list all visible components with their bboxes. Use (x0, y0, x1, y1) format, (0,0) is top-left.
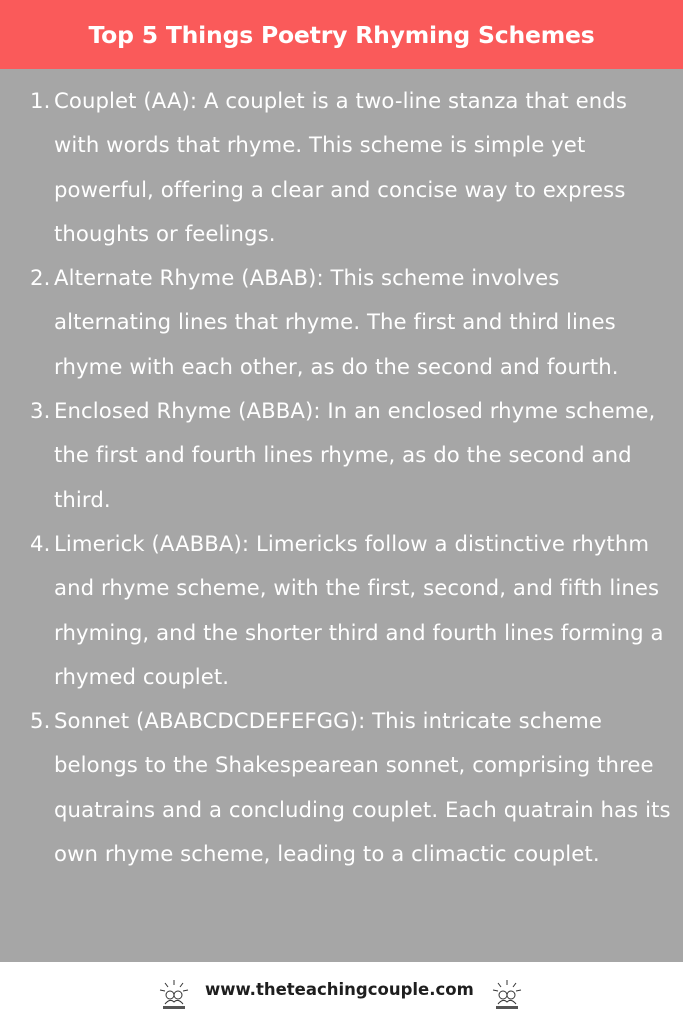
item-text: Enclosed Rhyme (ABBA): In an enclosed rhyme scheme, the first and fourth lines rhyme, as do the second and third. (54, 398, 656, 512)
item-number: 3. (30, 398, 51, 424)
teaching-couple-logo-icon (157, 978, 191, 1012)
content-panel (0, 69, 683, 962)
item-number: 1. (30, 88, 51, 113)
teaching-couple-logo-icon (490, 978, 524, 1012)
footer (0, 962, 683, 1024)
item-text: Alternate Rhyme (ABAB): This scheme involves alternating lines that rhyme. The first and third lines rhyme with each other, as do the second and fourth. (54, 265, 619, 379)
list-item-alternate-rhyme (0, 256, 683, 389)
item-text: Couplet (AA): A couplet is a two-line stanza that ends with words that rhyme. This scheme is simple yet powerful, offering a clear and concise way to express thoughts or feelings. (54, 88, 627, 246)
rhyme-scheme-list (0, 79, 683, 876)
item-number: 4. (30, 530, 51, 556)
item-text: Sonnet (ABABCDCDEFEFGG): This intricate scheme belongs to the Shakespearean sonnet, comprising three quatrains and a concluding couplet. Each quatrain has its own rhyme scheme, leading to a climactic couplet. (54, 708, 671, 867)
page-title: Top 5 Things Poetry Rhyming Schemes (88, 20, 595, 49)
website-url[interactable]: www.theteachingcouple.com (205, 980, 474, 999)
header-banner (0, 0, 683, 69)
item-text: Limerick (AABBA): Limericks follow a distinctive rhythm and rhyme scheme, with the first, second, and fifth lines rhyming, and the shorter third and fourth lines forming a rhymed couplet. (54, 530, 664, 689)
item-number: 2. (30, 265, 51, 291)
item-number: 5. (30, 708, 51, 734)
list-item-sonnet (0, 699, 683, 876)
list-item-couplet (0, 79, 683, 256)
list-item-limerick (0, 522, 683, 699)
list-item-enclosed-rhyme (0, 389, 683, 522)
